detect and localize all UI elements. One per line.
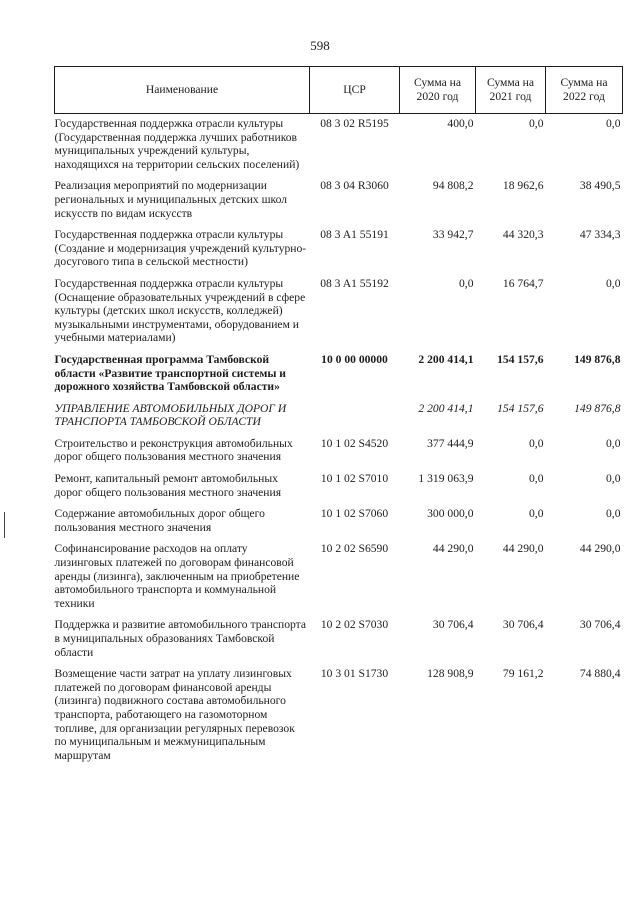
table-row bbox=[55, 350, 623, 399]
row-sum-2021: 0,0 bbox=[529, 117, 544, 130]
row-code: 10 1 02 S7060 bbox=[320, 507, 389, 521]
table-row bbox=[55, 539, 623, 615]
table-header-row bbox=[55, 67, 623, 114]
row-code bbox=[310, 399, 400, 434]
row-sum-2020: 2 200 414,1 bbox=[418, 352, 474, 366]
row-sum-2021: 0,0 bbox=[529, 436, 544, 450]
row-code: 10 3 01 S1730 bbox=[320, 667, 389, 681]
table-row bbox=[55, 664, 623, 767]
row-sum-2021: 0,0 bbox=[529, 472, 544, 486]
row-sum-2022: 30 706,4 bbox=[579, 618, 621, 632]
table-row bbox=[55, 615, 623, 664]
row-sum-2022: 149 876,8 bbox=[574, 352, 621, 366]
row-code: 10 2 02 S6590 bbox=[320, 542, 389, 556]
row-sum-2020: 300 000,0 bbox=[427, 507, 474, 521]
table-row bbox=[55, 434, 623, 469]
table-row bbox=[55, 225, 623, 274]
row-sum-2020: 2 200 414,1 bbox=[418, 401, 474, 415]
row-sum-2020: 128 908,9 bbox=[427, 667, 474, 681]
row-name: УПРАВЛЕНИЕ АВТОМОБИЛЬНЫХ ДОРОГ И ТРАНСПОРТА ТАМБОВСКОЙ ОБЛАСТИ bbox=[54, 401, 287, 429]
table-row bbox=[55, 274, 623, 350]
row-sum-2020: 0,0 bbox=[459, 276, 474, 290]
row-sum-2020: 400,0 bbox=[447, 117, 474, 130]
header-name: Наименование bbox=[55, 67, 310, 114]
row-sum-2020: 44 290,0 bbox=[432, 542, 474, 556]
table-row bbox=[55, 504, 623, 539]
row-sum-2020: 377 444,9 bbox=[427, 436, 474, 450]
row-sum-2022: 0,0 bbox=[606, 276, 621, 290]
row-name: Ремонт, капитальный ремонт автомобильных дорог общего пользования местного значения bbox=[54, 472, 282, 499]
row-sum-2022: 0,0 bbox=[606, 436, 621, 450]
header-code: ЦСР bbox=[310, 67, 400, 114]
row-code: 10 0 00 00000 bbox=[321, 352, 388, 366]
row-code: 10 2 02 S7030 bbox=[320, 618, 389, 632]
row-sum-2022: 0,0 bbox=[606, 117, 621, 130]
header-sum-2022: Сумма на 2022 год bbox=[546, 67, 623, 114]
header-sum-2021: Сумма на 2021 год bbox=[476, 67, 546, 114]
row-code: 08 3 02 R5195 bbox=[320, 117, 389, 130]
row-code: 08 3 A1 55191 bbox=[320, 228, 389, 242]
page-number: 598 bbox=[310, 38, 330, 53]
row-name: Софинансирование расходов на оплату лизинговых платежей по договорам финансовой аренды (лизинга), заключенным на приобретение автомобильного транспорта и коммунальной техники bbox=[54, 542, 300, 610]
row-sum-2020: 30 706,4 bbox=[432, 618, 474, 632]
table-row bbox=[55, 176, 623, 225]
table-row bbox=[55, 469, 623, 504]
budget-table bbox=[54, 66, 623, 767]
row-sum-2022: 0,0 bbox=[606, 472, 621, 486]
row-code: 10 1 02 S7010 bbox=[320, 472, 389, 486]
row-name: Возмещение части затрат на уплату лизинговых платежей по договорам финансовой аренды (лизинга) подвижного состава автомобильного транспорта, работающего на газомоторном топливе, для организации регулярных перевозок по муниципальным и межмуниципальным маршрутам bbox=[54, 667, 295, 762]
row-name: Содержание автомобильных дорог общего пользования местного значения bbox=[54, 507, 265, 534]
table-row bbox=[55, 114, 623, 177]
row-sum-2021: 0,0 bbox=[529, 507, 544, 521]
row-sum-2021: 154 157,6 bbox=[497, 401, 544, 415]
row-name: Реализация мероприятий по модернизации региональных и муниципальных детских школ искусств по видам искусств bbox=[54, 179, 288, 220]
margin-mark bbox=[4, 512, 5, 538]
row-sum-2020: 94 808,2 bbox=[432, 179, 474, 193]
row-sum-2022: 149 876,8 bbox=[574, 401, 621, 415]
row-code: 08 3 A1 55192 bbox=[320, 276, 389, 290]
row-name: Строительство и реконструкция автомобильных дорог общего пользования местного значения bbox=[54, 436, 293, 464]
row-code: 10 1 02 S4520 bbox=[320, 436, 389, 450]
row-sum-2021: 30 706,4 bbox=[502, 618, 544, 632]
row-sum-2020: 33 942,7 bbox=[432, 228, 474, 242]
row-name: Государственная программа Тамбовской области «Развитие транспортной системы и дорожного хозяйства Тамбовской области» bbox=[54, 352, 286, 394]
row-sum-2021: 16 764,7 bbox=[502, 276, 544, 290]
row-name: Государственная поддержка отрасли культуры (Государственная поддержка лучших работников муниципальных учреждений культуры, находящихся на территории сельских поселений) bbox=[54, 117, 300, 171]
row-sum-2022: 44 290,0 bbox=[579, 542, 621, 556]
row-sum-2021: 44 290,0 bbox=[502, 542, 544, 556]
header-sum-2020: Сумма на 2020 год bbox=[400, 67, 476, 114]
row-sum-2020: 1 319 063,9 bbox=[418, 472, 474, 486]
row-sum-2022: 74 880,4 bbox=[579, 667, 621, 681]
row-sum-2022: 38 490,5 bbox=[579, 179, 621, 193]
row-sum-2021: 18 962,6 bbox=[502, 179, 544, 193]
row-sum-2021: 44 320,3 bbox=[502, 228, 544, 242]
table-row bbox=[55, 399, 623, 434]
row-name: Поддержка и развитие автомобильного транспорта в муниципальных образованиях Тамбовской области bbox=[54, 618, 307, 659]
row-sum-2021: 79 161,2 bbox=[502, 667, 544, 681]
row-sum-2022: 47 334,3 bbox=[579, 228, 621, 242]
row-sum-2022: 0,0 bbox=[606, 507, 621, 521]
row-name: Государственная поддержка отрасли культуры (Создание и модернизация учреждений культурно-досугового типа в сельской местности) bbox=[54, 228, 307, 269]
row-code: 08 3 04 R3060 bbox=[320, 179, 389, 193]
row-sum-2021: 154 157,6 bbox=[497, 352, 544, 366]
row-name: Государственная поддержка отрасли культуры (Оснащение образовательных учреждений в сфере культуры (детских школ искусств, колледжей) музыкальными инструментами, оборудованием и учебными материалами) bbox=[54, 276, 306, 345]
